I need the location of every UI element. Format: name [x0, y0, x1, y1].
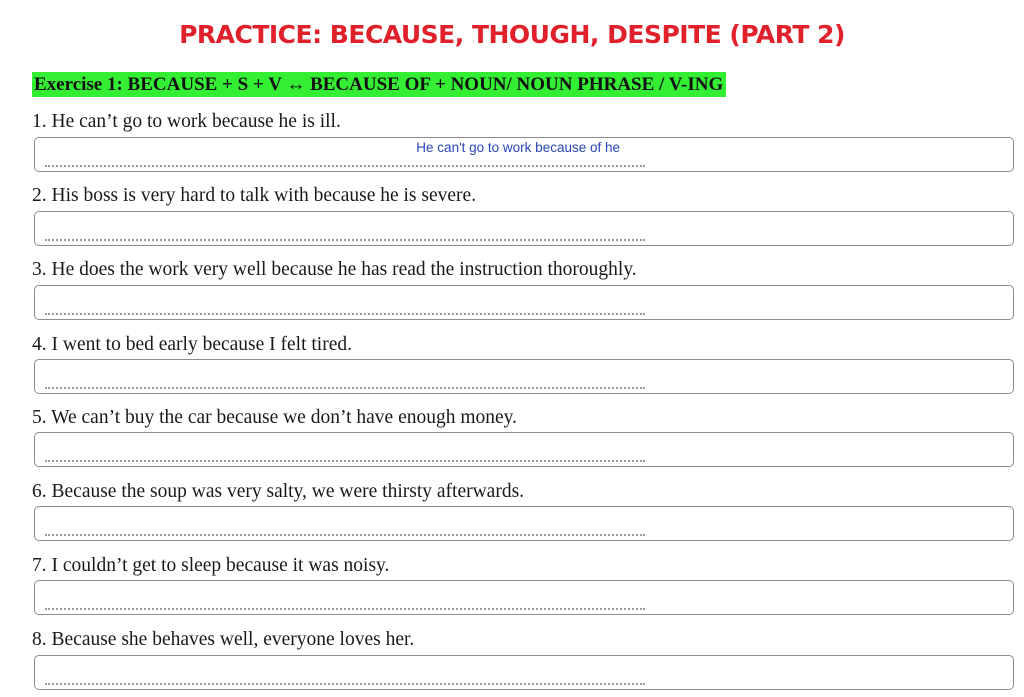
dotted-answer-line — [45, 387, 645, 389]
exercise-heading: Exercise 1: BECAUSE + S + V ↔ BECAUSE OF + NOUN/ NOUN PHRASE / V-ING — [32, 72, 726, 97]
question-4-text: 4. I went to bed early because I felt tired. — [32, 334, 352, 355]
answer-1-text: He can't go to work because of he — [416, 140, 620, 155]
answer-field-5[interactable] — [34, 432, 1014, 467]
answer-field-8[interactable] — [34, 655, 1014, 690]
dotted-answer-line — [45, 460, 645, 462]
question-7-text: 7. I couldn’t get to sleep because it was noisy. — [32, 555, 390, 576]
question-3-text: 3. He does the work very well because he has read the instruction thoroughly. — [32, 259, 637, 280]
dotted-answer-line — [45, 534, 645, 536]
question-1-text: 1. He can’t go to work because he is ill. — [32, 111, 341, 132]
answer-field-2[interactable] — [34, 211, 1014, 246]
question-8-text: 8. Because she behaves well, everyone loves her. — [32, 629, 415, 650]
answer-field-1[interactable] — [34, 137, 1014, 172]
dotted-answer-line — [45, 165, 645, 167]
dotted-answer-line — [45, 683, 645, 685]
answer-field-3[interactable] — [34, 285, 1014, 320]
page-title: PRACTICE: BECAUSE, THOUGH, DESPITE (PART 2) — [179, 20, 845, 49]
answer-field-6[interactable] — [34, 506, 1014, 541]
question-2-text: 2. His boss is very hard to talk with because he is severe. — [32, 185, 477, 206]
dotted-answer-line — [45, 239, 645, 241]
answer-field-7[interactable] — [34, 580, 1014, 615]
answer-field-4[interactable] — [34, 359, 1014, 394]
question-6-text: 6. Because the soup was very salty, we were thirsty afterwards. — [32, 481, 525, 502]
dotted-answer-line — [45, 313, 645, 315]
dotted-answer-line — [45, 608, 645, 610]
question-5-text: 5. We can’t buy the car because we don’t have enough money. — [32, 407, 518, 428]
